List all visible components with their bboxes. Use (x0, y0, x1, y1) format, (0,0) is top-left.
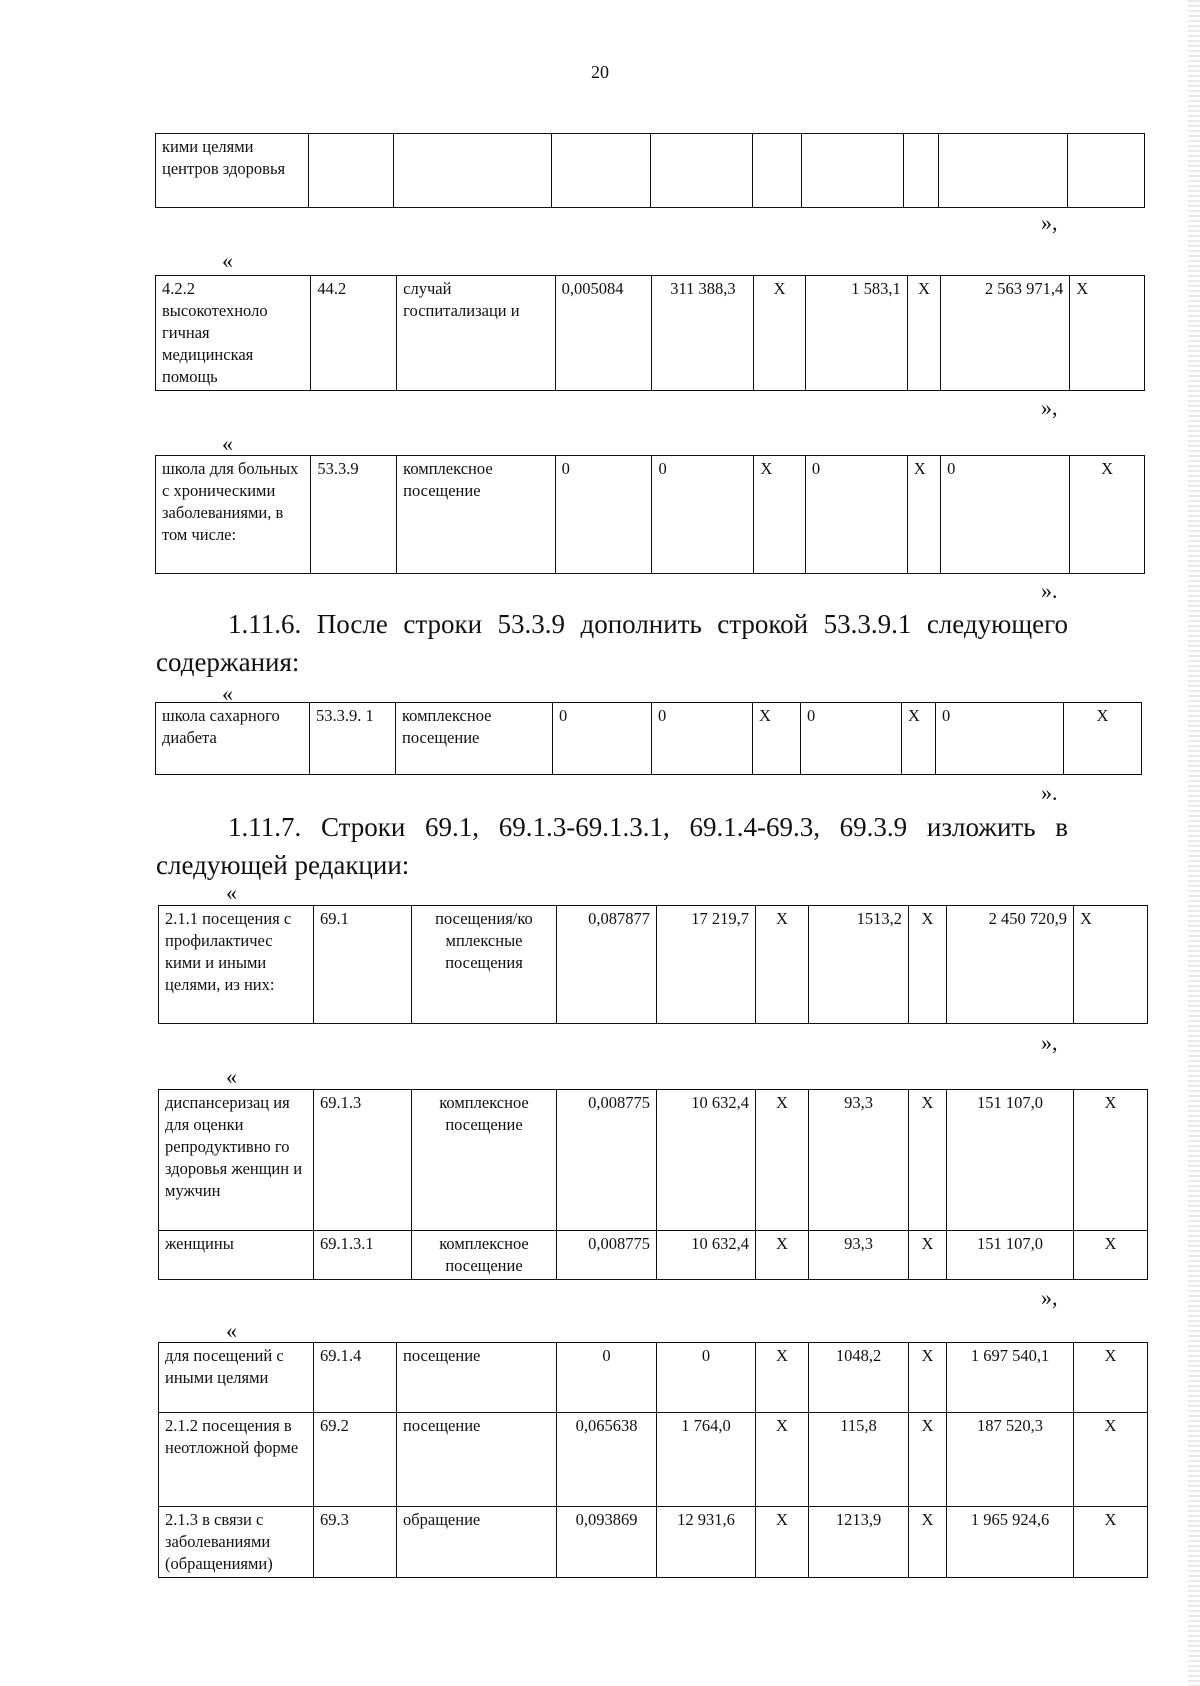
opening-quote: « (226, 1318, 237, 1343)
cell-value: 0 (941, 456, 1070, 574)
cell-value: Х (909, 1343, 947, 1413)
cell-value: Х (1064, 703, 1142, 775)
cell-value: Х (907, 276, 940, 391)
opening-quote: « (222, 248, 233, 273)
cell-code: 53.3.9. 1 (310, 703, 396, 775)
cell-value: 151 107,0 (947, 1090, 1074, 1231)
cell-value: Х (756, 1343, 809, 1413)
closing-quote: », (1041, 395, 1058, 420)
cell-value: Х (756, 1507, 809, 1578)
paragraph-text: 1.11.6. После строки 53.3.9 дополнить строкой 53.3.9.1 следующего содержания: (156, 609, 1068, 677)
table-row (159, 1507, 1148, 1578)
cell-value: 0,087877 (557, 906, 657, 1024)
cell-name: 2.1.3 в связи с заболеваниями (обращениями) (159, 1507, 314, 1578)
cell-value: 187 520,3 (947, 1413, 1074, 1507)
cell-code: 69.1.3 (314, 1090, 412, 1231)
cell-name: школа сахарного диабета (156, 703, 310, 775)
cell-value: 0,005084 (555, 276, 652, 391)
cell-value (1068, 134, 1145, 208)
cell-unit: посещение (397, 1343, 557, 1413)
closing-quote: », (1041, 1285, 1058, 1310)
table-row (159, 906, 1148, 1024)
cell-value: Х (756, 1231, 809, 1280)
cell-value: 1213,9 (809, 1507, 909, 1578)
cell-value: Х (909, 906, 947, 1024)
cell-value: 311 388,3 (652, 276, 754, 391)
cell-name: 4.2.2 высокотехноло гичная медицинская помощь (156, 276, 311, 391)
cell-value: 2 563 971,4 (941, 276, 1070, 391)
table-fragment-2 (155, 455, 1145, 574)
cell-value: 1 764,0 (657, 1413, 756, 1507)
cell-value: 1 965 924,6 (947, 1507, 1074, 1578)
cell-value: 0,008775 (557, 1231, 657, 1280)
table-row (156, 134, 1145, 208)
cell-name: кими целями центров здоровья (156, 134, 309, 208)
cell-value: 1048,2 (809, 1343, 909, 1413)
closing-quote: », (1041, 1030, 1058, 1055)
cell-value: 93,3 (809, 1090, 909, 1231)
cell-unit: комплексное посещение (397, 456, 555, 574)
cell-value: 93,3 (809, 1231, 909, 1280)
cell-value: Х (756, 1090, 809, 1231)
cell-unit: комплексное посещение (412, 1231, 557, 1280)
table-row (159, 1090, 1148, 1231)
cell-unit: посещение (397, 1413, 557, 1507)
table-row (159, 1343, 1148, 1413)
cell-value: 0 (936, 703, 1064, 775)
cell-value: 151 107,0 (947, 1231, 1074, 1280)
cell-value: Х (753, 703, 801, 775)
cell-code: 69.3 (314, 1507, 397, 1578)
paragraph-1-11-6 (156, 605, 1068, 681)
cell-code: 69.2 (314, 1413, 397, 1507)
cell-value: Х (1074, 1090, 1148, 1231)
cell-value: 115,8 (809, 1413, 909, 1507)
cell-value: Х (1074, 906, 1148, 1024)
cell-value: 0 (652, 703, 753, 775)
table-row (159, 1413, 1148, 1507)
cell-value: 0 (553, 703, 652, 775)
cell-code: 69.1 (314, 906, 412, 1024)
table-row (156, 703, 1142, 775)
cell-code (309, 134, 394, 208)
cell-value: 0 (801, 703, 902, 775)
cell-value (939, 134, 1068, 208)
cell-value: 12 931,6 (657, 1507, 756, 1578)
table-fragment-1 (155, 275, 1145, 391)
opening-quote: « (222, 681, 233, 706)
opening-quote: « (222, 431, 233, 456)
cell-name: женщины (159, 1231, 314, 1280)
scan-edge-artifact (1188, 0, 1200, 1686)
cell-value: 1 583,1 (805, 276, 907, 391)
opening-quote: « (226, 1064, 237, 1089)
cell-value: 0,065638 (557, 1413, 657, 1507)
table-fragment-6 (158, 1342, 1148, 1578)
cell-name: школа для больных с хроническими заболеваниями, в том числе: (156, 456, 311, 574)
cell-value: 10 632,4 (657, 1090, 756, 1231)
cell-unit: комплексное посещение (412, 1090, 557, 1231)
paragraph-1-11-7 (156, 808, 1068, 884)
cell-unit (393, 134, 551, 208)
cell-value: Х (1074, 1343, 1148, 1413)
cell-code: 69.1.4 (314, 1343, 397, 1413)
cell-value: 0 (555, 456, 652, 574)
table-row (159, 1231, 1148, 1280)
cell-value: Х (909, 1507, 947, 1578)
closing-quote: ». (1041, 780, 1058, 805)
cell-code: 69.1.3.1 (314, 1231, 412, 1280)
cell-value: 1513,2 (809, 906, 909, 1024)
closing-quote: ». (1041, 578, 1058, 603)
cell-value: Х (756, 1413, 809, 1507)
cell-value (650, 134, 752, 208)
cell-name: 2.1.1 посещения с профилактичес кими и иными целями, из них: (159, 906, 314, 1024)
cell-value: Х (1070, 276, 1145, 391)
cell-value: 0 (805, 456, 907, 574)
cell-value: Х (1074, 1231, 1148, 1280)
cell-name: диспансеризац ия для оценки репродуктивно го здоровья женщин и мужчин (159, 1090, 314, 1231)
cell-value: 0,008775 (557, 1090, 657, 1231)
cell-value: 0 (652, 456, 754, 574)
table-fragment-5 (158, 1089, 1148, 1280)
cell-value: 2 450 720,9 (947, 906, 1074, 1024)
cell-value: 10 632,4 (657, 1231, 756, 1280)
cell-value: Х (909, 1231, 947, 1280)
cell-value: Х (754, 276, 805, 391)
cell-unit: посещения/ко мплексные посещения (412, 906, 557, 1024)
cell-name: для посещений с иными целями (159, 1343, 314, 1413)
cell-value: 0 (557, 1343, 657, 1413)
table-row (156, 276, 1145, 391)
closing-quote: », (1041, 210, 1058, 235)
table-row (156, 456, 1145, 574)
cell-value: 0 (657, 1343, 756, 1413)
page-number: 20 (591, 62, 609, 82)
cell-value: 0,093869 (557, 1507, 657, 1578)
cell-code: 44.2 (311, 276, 397, 391)
cell-value: Х (907, 456, 940, 574)
table-fragment-4 (158, 905, 1148, 1024)
opening-quote: « (226, 880, 237, 905)
table-fragment-3 (155, 702, 1142, 775)
cell-value: Х (1074, 1507, 1148, 1578)
cell-unit: случай госпитализаци и (397, 276, 555, 391)
cell-value (903, 134, 938, 208)
cell-code: 53.3.9 (311, 456, 397, 574)
cell-value: 17 219,7 (657, 906, 756, 1024)
cell-value: Х (754, 456, 805, 574)
cell-value (802, 134, 904, 208)
cell-value: Х (902, 703, 936, 775)
cell-value: Х (909, 1090, 947, 1231)
cell-value: Х (1074, 1413, 1148, 1507)
cell-value (752, 134, 801, 208)
cell-unit: комплексное посещение (396, 703, 553, 775)
cell-value: Х (756, 906, 809, 1024)
table-fragment-0 (155, 133, 1145, 208)
cell-value: Х (909, 1413, 947, 1507)
cell-value (552, 134, 651, 208)
paragraph-text: 1.11.7. Строки 69.1, 69.1.3-69.1.3.1, 69.1.4-69.3, 69.3.9 изложить в следующей редакции: (156, 812, 1068, 880)
cell-value: 1 697 540,1 (947, 1343, 1074, 1413)
cell-value: Х (1070, 456, 1145, 574)
cell-name: 2.1.2 посещения в неотложной форме (159, 1413, 314, 1507)
cell-unit: обращение (397, 1507, 557, 1578)
